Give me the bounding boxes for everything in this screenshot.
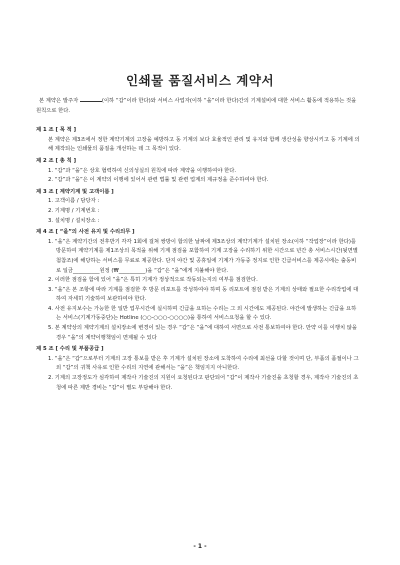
article-item: 2. 기계명 / 기계번호 : (48, 207, 100, 214)
article-2 (36, 157, 360, 186)
article-item: 2. 이러한 점검을 함에 있어 “을”은 특히 기계가 정상적으로 작동되는지의 여부를 점검한다. (48, 277, 258, 284)
intro-text-b: (이하 “갑”이라 한다)와 서비스 사업자(이하 “을”이라 한다)간의 기계설비에 대한 서비스 활동에 적용하는 것을 원칙으로 한다. (36, 98, 357, 114)
article-item: 2. “갑”과 “을”은 이 계약의 이행에 있어서 관련 법률 및 관련 업계의 제규정을 준수하여야 한다. (48, 177, 269, 184)
article-heading: 제 2 조 [ 총 칙 ] (36, 157, 77, 164)
article-paragraph: 본 계약은 제3조에서 정한 계약기계의 고장을 예방하고 동 기계의 보다 효율적인 관리 및 유지와 함께 생산성을 향상시키고 동 기계에 의해 제작되는 인쇄물의 품질을 개선하는 데 그 목적이 있다. (48, 136, 360, 153)
document-title: 인쇄물 품질서비스 계약서 (125, 73, 275, 88)
article-item: 3. 설치명 / 설치장소 : (48, 217, 100, 224)
article-heading: 제 3 조 [ 계약기계 및 고객이름 ] (36, 188, 114, 195)
article-item: 2. 기계의 고장정도가 심각하여 제작사 기술진의 지원이 요청된다고 판단되어 “갑”이 제작사 기술진을 초청할 경우, 제작사 기술진의 초청에 따른 제반 경비는 “갑”이 별도 부담해야 한다. (48, 375, 359, 391)
article-item: 1. “을”은 “갑”으로부터 기계의 고장 통보를 받은 후 기계가 설치된 장소에 도착하여 수리에 최선을 다할 것이며 단, 부품의 품절이나 그 외 “갑”의 귀책 사유로 인한 수리의 지연에 관해서는 “을”은 책임지지 아니한다. (48, 355, 359, 372)
intro-text-a: 본 계약은 발주자 (39, 98, 79, 104)
article-5 (36, 345, 360, 393)
articles-list (36, 126, 360, 393)
intro-paragraph (36, 96, 360, 116)
document-body (36, 96, 360, 395)
client-name-blank (80, 96, 102, 102)
article-item: 3. “을”은 본 조항에 따라 기계를 점검한 후 방문 리포트를 작성하여야 하며 동 리포트에 점검 받은 기계의 상태와 필요한 수리작업에 대하여 자세히 기술하여 보관하여야 한다. (48, 286, 359, 303)
article-heading: 제 1 조 [ 목 적 ] (36, 127, 77, 134)
article-3 (36, 188, 360, 226)
page-number: - 1 - (193, 543, 207, 550)
article-heading: 제 4 조 [ “을”의 사전 유지 및 수리의무 ] (36, 229, 135, 236)
article-4 (36, 228, 360, 343)
article-heading: 제 5 조 [ 수리 및 부품공급 ] (36, 346, 104, 353)
article-item: 1. “을”은 계약기간의 전후반기 각각 1회에 걸쳐 쌍방이 합의한 날짜에 제3조상의 계약기계가 설치된 장소(이하 “작업장”이라 한다)를 방문하여 계약기계를 제1조상의 목적을 위해 기계 점검을 포함하여 기계 고장을 수리하기 위한 시간으로 년간 총 서비스시간(뒷면별첨참조)에 해당하는 서비스를 무료로 제공한다. 단지 야간 및 공휴일에 기계가 가동중 정지로 인한 긴급서비스를 제공시에는 출동비로 일금__________원정 (₩__________)을 “갑”은 “을”에게 지불해야 한다. (48, 238, 358, 274)
article-item: 1. 고객이름 / 담당자 : (48, 198, 100, 205)
article-item: 1. “갑”과 “을”은 상호 협력하여 신의성실의 원칙에 따라 계약을 이행하여야 한다. (48, 167, 237, 174)
article-item: 4. 사전 유지보수는 가능한 한 일반 업무시간에 실시하며 긴급을 요하는 수리는 그 외 시간에도 제공된다. 야간에 발생하는 긴급을 요하는 서비스(기계가동중단)는 Hotline (○○-○○○-○○○○)을 통하여 서비스요청을 할 수 있다. (48, 305, 357, 322)
article-item: 5. 본 계약상의 계약기계의 설치장소에 변경이 있는 경우 “갑”은 “을”에 대하여 서면으로 사전 통보하여야 한다. 만약 이를 이행치 않을 경우 “을”의 계약이행책임이 면제될 수 있다 (48, 325, 357, 341)
article-1 (36, 126, 360, 155)
